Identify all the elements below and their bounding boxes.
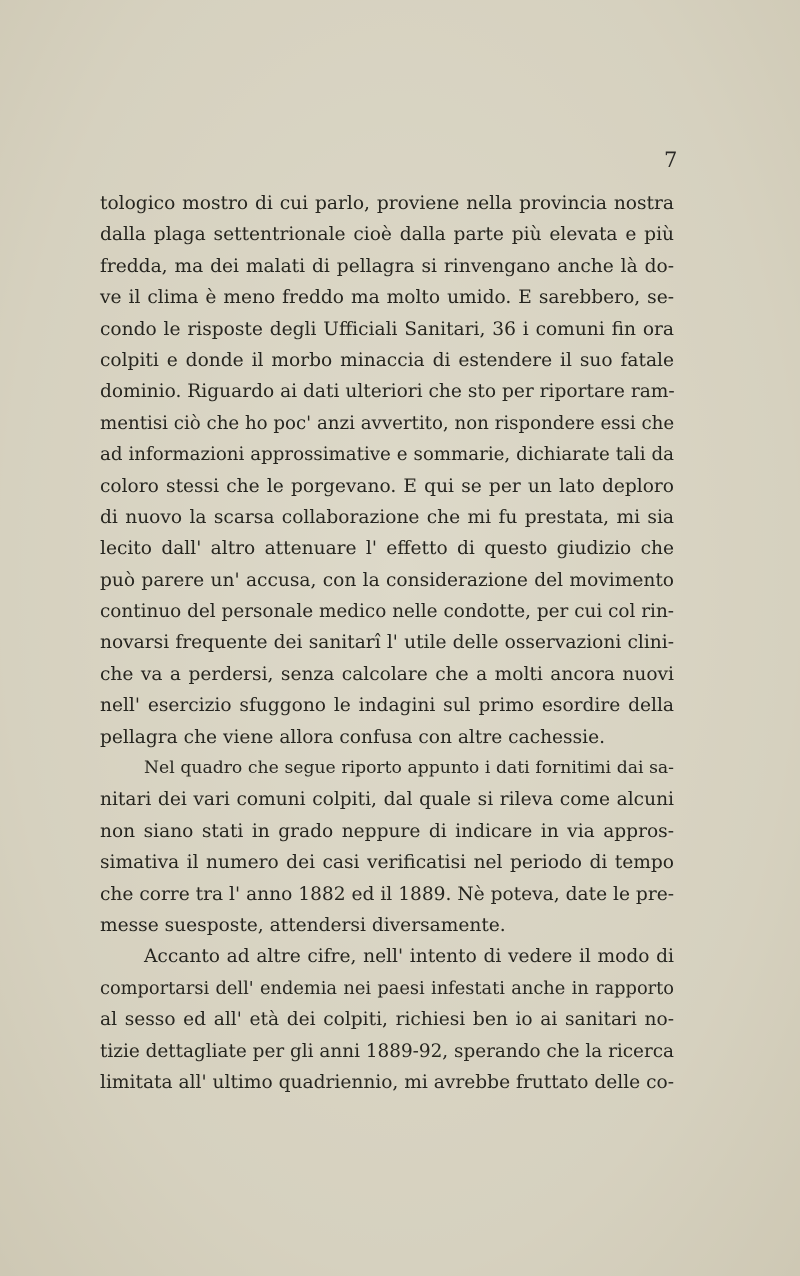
text-line: mentisi ciò che ho poc' anzi avvertito, non rispondere essi che: [100, 412, 675, 434]
text-line: continuo del personale medico nelle condotte, per cui col rin-: [100, 601, 674, 623]
text-line: al sesso ed all' età dei colpiti, richiesi ben io ai sanitari no-: [100, 1009, 674, 1031]
text-line: ve il clima è meno freddo ma molto umido. E sarebbero, se-: [100, 287, 674, 309]
text-line: dominio. Riguardo ai dati ulteriori che sto per riportare ram-: [100, 381, 675, 403]
text-line: nell' esercizio sfuggono le indagini sul primo esordire della: [100, 695, 674, 717]
text-line: ad informazioni approssimative e sommarie, dichiarate tali da: [100, 444, 674, 466]
text-line: Nel quadro che segue riporto appunto i dati fornitimi dai sa-: [144, 758, 674, 779]
text-line: tologico mostro di cui parlo, proviene nella provincia nostra: [100, 193, 674, 214]
text-line: può parere un' accusa, con la considerazione del movimento: [100, 569, 674, 591]
page-number: 7: [664, 148, 678, 172]
text-line: non siano stati in grado neppure di indicare in via appros-: [100, 820, 674, 842]
text-line: fredda, ma dei malati di pellagra si rinvengano anche là do-: [100, 255, 674, 277]
text-line: tizie dettagliate per gli anni 1889-92, sperando che la ricerca: [100, 1040, 674, 1062]
text-line: lecito dall' altro attenuare l' effetto di questo giudizio che: [100, 538, 674, 560]
text-line: coloro stessi che le porgevano. E qui se per un lato deploro: [100, 475, 674, 497]
text-line: novarsi frequente dei sanitarî l' utile delle osservazioni clini-: [100, 632, 674, 654]
text-line: colpiti e donde il morbo minaccia di estendere il suo fatale: [100, 349, 674, 371]
body-text: [100, 188, 674, 1098]
text-line: comportarsi dell' endemia nei paesi infestati anche in rapporto: [100, 977, 674, 999]
text-line: di nuovo la scarsa collaborazione che mi fu prestata, mi sia: [100, 506, 674, 528]
text-line: che corre tra l' anno 1882 ed il 1889. Nè poteva, date le pre-: [100, 883, 674, 905]
text-line: che va a perdersi, senza calcolare che a molti ancora nuovi: [100, 663, 674, 685]
text-line: condo le risposte degli Ufficiali Sanitari, 36 i comuni fin ora: [100, 318, 674, 340]
text-line: nitari dei vari comuni colpiti, dal quale si rileva come alcuni: [100, 789, 674, 811]
text-line: limitata all' ultimo quadriennio, mi avrebbe fruttato delle co-: [100, 1071, 674, 1093]
text-line: messe suesposte, attendersi diversamente.: [100, 914, 506, 936]
text-line: pellagra che viene allora confusa con altre cachessie.: [100, 726, 605, 748]
text-line: dalla plaga settentrionale cioè dalla parte più elevata e più: [100, 224, 674, 246]
text-line: Accanto ad altre cifre, nell' intento di vedere il modo di: [144, 946, 674, 968]
text-line: simativa il numero dei casi verificatisi nel periodo di tempo: [100, 852, 674, 874]
